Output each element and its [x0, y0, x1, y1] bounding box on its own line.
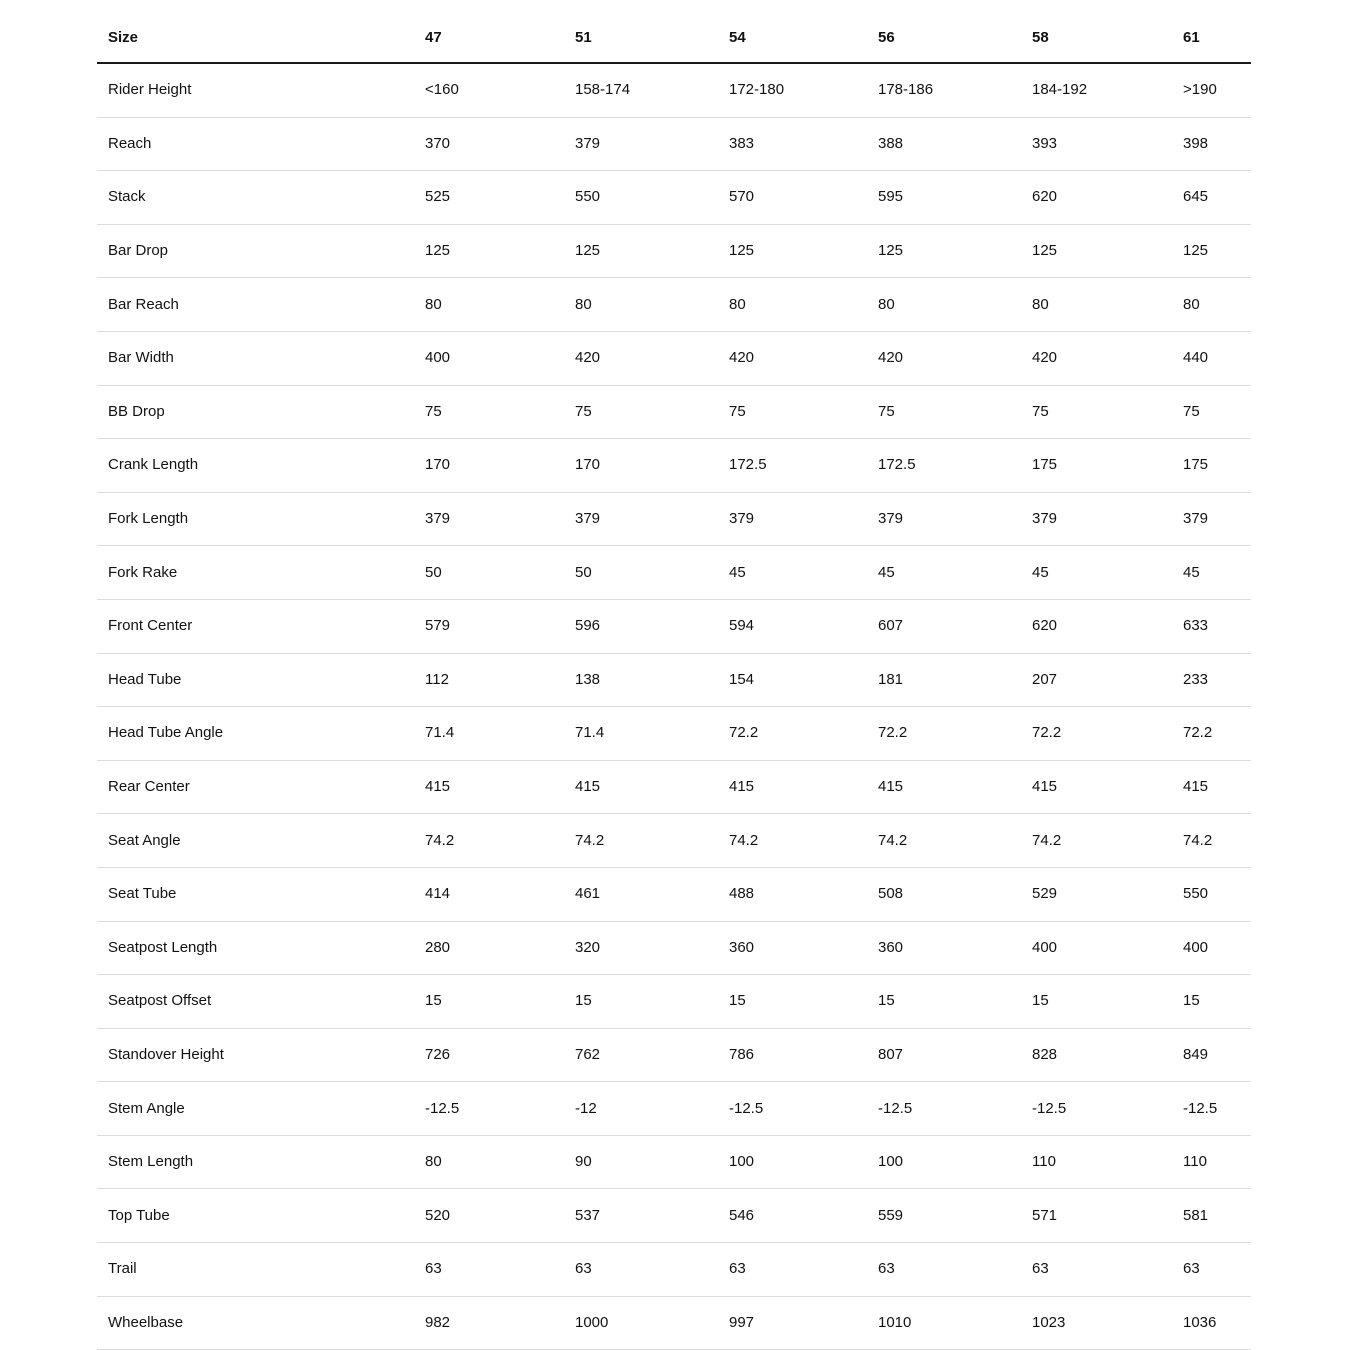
cell-value: 15	[1032, 992, 1049, 1010]
table-row	[97, 1029, 1251, 1083]
cell-value: 388	[878, 134, 904, 152]
cell-value: 320	[575, 938, 601, 956]
cell-value: 1010	[878, 1313, 912, 1331]
cell-value: 529	[1032, 885, 1058, 903]
cell-value: 72.2	[1032, 724, 1062, 742]
header-col-54: 54	[729, 28, 746, 46]
table-row	[97, 386, 1251, 440]
cell-value: 178-186	[878, 81, 934, 99]
cell-value: 1036	[1183, 1313, 1217, 1331]
cell-value: 15	[425, 992, 442, 1010]
header-col-61: 61	[1183, 28, 1200, 46]
cell-value: 170	[575, 456, 601, 474]
table-row	[97, 814, 1251, 868]
row-label: Bar Reach	[108, 295, 179, 313]
row-label: Top Tube	[108, 1206, 170, 1224]
row-label: Rider Height	[108, 81, 192, 99]
cell-value: 63	[729, 1260, 746, 1278]
row-label: Standover Height	[108, 1045, 224, 1063]
cell-value: 414	[425, 885, 451, 903]
table-row	[97, 439, 1251, 493]
cell-value: 379	[878, 510, 904, 528]
table-row	[97, 118, 1251, 172]
cell-value: 15	[575, 992, 592, 1010]
cell-value: 125	[729, 242, 755, 260]
row-label: Rear Center	[108, 778, 190, 796]
row-label: Stack	[108, 188, 146, 206]
table-row	[97, 1082, 1251, 1136]
cell-value: 415	[729, 778, 755, 796]
cell-value: 440	[1183, 349, 1209, 367]
cell-value: -12.5	[878, 1099, 913, 1117]
cell-value: 633	[1183, 617, 1209, 635]
cell-value: 594	[729, 617, 755, 635]
table-row	[97, 707, 1251, 761]
cell-value: >190	[1183, 81, 1217, 99]
cell-value: 1023	[1032, 1313, 1066, 1331]
row-label: Fork Rake	[108, 563, 178, 581]
cell-value: 172.5	[729, 456, 767, 474]
row-label: Wheelbase	[108, 1313, 184, 1331]
cell-value: 570	[729, 188, 755, 206]
cell-value: 71.4	[575, 724, 605, 742]
cell-value: 595	[878, 188, 904, 206]
cell-value: 50	[575, 563, 592, 581]
cell-value: 75	[575, 402, 592, 420]
row-label: Crank Length	[108, 456, 199, 474]
table-row	[97, 225, 1251, 279]
cell-value: 125	[1183, 242, 1209, 260]
cell-value: 80	[425, 295, 442, 313]
cell-value: 181	[878, 670, 904, 688]
table-body	[97, 64, 1251, 1350]
row-label: Seatpost Offset	[108, 992, 212, 1010]
cell-value: 280	[425, 938, 451, 956]
cell-value: 762	[575, 1045, 601, 1063]
table-row	[97, 922, 1251, 976]
cell-value: 90	[575, 1153, 592, 1171]
table-row	[97, 1189, 1251, 1243]
cell-value: 45	[878, 563, 895, 581]
header-size-label: Size	[108, 28, 139, 46]
cell-value: 379	[425, 510, 451, 528]
row-label: Bar Drop	[108, 242, 169, 260]
cell-value: 125	[425, 242, 451, 260]
cell-value: 849	[1183, 1045, 1209, 1063]
row-label: Seat Angle	[108, 831, 181, 849]
cell-value: 997	[729, 1313, 755, 1331]
cell-value: 415	[575, 778, 601, 796]
cell-value: 620	[1032, 188, 1058, 206]
cell-value: 75	[1183, 402, 1200, 420]
cell-value: 620	[1032, 617, 1058, 635]
cell-value: 175	[1032, 456, 1058, 474]
cell-value: 550	[1183, 885, 1209, 903]
cell-value: 50	[425, 563, 442, 581]
cell-value: 508	[878, 885, 904, 903]
cell-value: 158-174	[575, 81, 631, 99]
table-row	[97, 332, 1251, 386]
cell-value: 398	[1183, 134, 1209, 152]
cell-value: 63	[878, 1260, 895, 1278]
cell-value: 184-192	[1032, 81, 1088, 99]
cell-value: 15	[729, 992, 746, 1010]
cell-value: 80	[1183, 295, 1200, 313]
cell-value: 80	[729, 295, 746, 313]
cell-value: 520	[425, 1206, 451, 1224]
cell-value: 110	[1183, 1153, 1207, 1171]
cell-value: <160	[425, 81, 459, 99]
cell-value: 420	[575, 349, 601, 367]
row-label: Bar Width	[108, 349, 174, 367]
cell-value: -12.5	[425, 1099, 460, 1117]
cell-value: 379	[729, 510, 755, 528]
cell-value: 100	[729, 1153, 755, 1171]
cell-value: -12.5	[729, 1099, 764, 1117]
cell-value: 571	[1032, 1206, 1058, 1224]
table-row	[97, 278, 1251, 332]
row-label: Trail	[108, 1260, 137, 1278]
cell-value: 110	[1032, 1153, 1056, 1171]
cell-value: 379	[1032, 510, 1058, 528]
cell-value: 45	[1032, 563, 1049, 581]
cell-value: 63	[1183, 1260, 1200, 1278]
cell-value: 420	[729, 349, 755, 367]
cell-value: 75	[1032, 402, 1049, 420]
cell-value: 125	[878, 242, 904, 260]
cell-value: 74.2	[575, 831, 605, 849]
cell-value: 75	[425, 402, 442, 420]
cell-value: 488	[729, 885, 755, 903]
cell-value: 360	[729, 938, 755, 956]
cell-value: 74.2	[425, 831, 455, 849]
cell-value: 80	[575, 295, 592, 313]
cell-value: 420	[1032, 349, 1058, 367]
cell-value: 172.5	[878, 456, 916, 474]
cell-value: 233	[1183, 670, 1209, 688]
cell-value: 80	[425, 1153, 442, 1171]
cell-value: 72.2	[1183, 724, 1213, 742]
cell-value: 112	[425, 670, 449, 688]
table-row	[97, 546, 1251, 600]
row-label: Front Center	[108, 617, 193, 635]
table-row	[97, 654, 1251, 708]
table-row	[97, 1136, 1251, 1190]
cell-value: 75	[878, 402, 895, 420]
cell-value: 581	[1183, 1206, 1209, 1224]
cell-value: 379	[1183, 510, 1209, 528]
cell-value: 400	[1032, 938, 1058, 956]
cell-value: 807	[878, 1045, 904, 1063]
cell-value: 982	[425, 1313, 451, 1331]
cell-value: 415	[878, 778, 904, 796]
cell-value: 74.2	[1183, 831, 1213, 849]
cell-value: 138	[575, 670, 601, 688]
row-label: Stem Angle	[108, 1099, 185, 1117]
cell-value: 80	[1032, 295, 1049, 313]
row-label: Head Tube	[108, 670, 182, 688]
cell-value: 400	[1183, 938, 1209, 956]
row-label: Reach	[108, 134, 152, 152]
cell-value: 154	[729, 670, 755, 688]
cell-value: -12	[575, 1099, 597, 1117]
row-label: Stem Length	[108, 1153, 194, 1171]
table-row	[97, 1243, 1251, 1297]
cell-value: 393	[1032, 134, 1058, 152]
cell-value: 74.2	[1032, 831, 1062, 849]
cell-value: 559	[878, 1206, 904, 1224]
cell-value: 579	[425, 617, 451, 635]
cell-value: 370	[425, 134, 451, 152]
cell-value: 207	[1032, 670, 1058, 688]
cell-value: 71.4	[425, 724, 455, 742]
table-row	[97, 1297, 1251, 1350]
cell-value: 80	[878, 295, 895, 313]
cell-value: 415	[1183, 778, 1209, 796]
cell-value: 72.2	[878, 724, 908, 742]
table-row	[97, 64, 1251, 118]
table-row	[97, 171, 1251, 225]
cell-value: 15	[878, 992, 895, 1010]
cell-value: 461	[575, 885, 601, 903]
cell-value: 607	[878, 617, 904, 635]
cell-value: 125	[1032, 242, 1058, 260]
header-col-51: 51	[575, 28, 592, 46]
cell-value: 45	[729, 563, 746, 581]
cell-value: 63	[1032, 1260, 1049, 1278]
cell-value: 125	[575, 242, 601, 260]
cell-value: -12.5	[1032, 1099, 1067, 1117]
cell-value: 360	[878, 938, 904, 956]
cell-value: 828	[1032, 1045, 1058, 1063]
geometry-table	[97, 13, 1251, 1350]
row-label: Head Tube Angle	[108, 724, 224, 742]
cell-value: 415	[425, 778, 451, 796]
table-row	[97, 600, 1251, 654]
cell-value: 72.2	[729, 724, 759, 742]
header-col-47: 47	[425, 28, 442, 46]
cell-value: 63	[575, 1260, 592, 1278]
cell-value: 74.2	[878, 831, 908, 849]
cell-value: 726	[425, 1045, 451, 1063]
table-row	[97, 493, 1251, 547]
cell-value: 596	[575, 617, 601, 635]
cell-value: 550	[575, 188, 601, 206]
row-label: Fork Length	[108, 510, 189, 528]
row-label: Seat Tube	[108, 885, 177, 903]
cell-value: 379	[575, 134, 601, 152]
cell-value: 537	[575, 1206, 601, 1224]
header-col-56: 56	[878, 28, 895, 46]
header-col-58: 58	[1032, 28, 1049, 46]
cell-value: 383	[729, 134, 755, 152]
cell-value: 15	[1183, 992, 1200, 1010]
cell-value: 75	[729, 402, 746, 420]
table-header-row	[97, 13, 1251, 64]
cell-value: 170	[425, 456, 451, 474]
cell-value: 63	[425, 1260, 442, 1278]
row-label: Seatpost Length	[108, 938, 218, 956]
table-row	[97, 975, 1251, 1029]
table-row	[97, 761, 1251, 815]
cell-value: -12.5	[1183, 1099, 1218, 1117]
cell-value: 420	[878, 349, 904, 367]
cell-value: 74.2	[729, 831, 759, 849]
cell-value: 100	[878, 1153, 904, 1171]
cell-value: 45	[1183, 563, 1200, 581]
cell-value: 415	[1032, 778, 1058, 796]
row-label: BB Drop	[108, 402, 165, 420]
cell-value: 525	[425, 188, 451, 206]
cell-value: 400	[425, 349, 451, 367]
table-row	[97, 868, 1251, 922]
cell-value: 379	[575, 510, 601, 528]
cell-value: 172-180	[729, 81, 785, 99]
cell-value: 175	[1183, 456, 1209, 474]
cell-value: 645	[1183, 188, 1209, 206]
cell-value: 786	[729, 1045, 755, 1063]
cell-value: 1000	[575, 1313, 609, 1331]
cell-value: 546	[729, 1206, 755, 1224]
